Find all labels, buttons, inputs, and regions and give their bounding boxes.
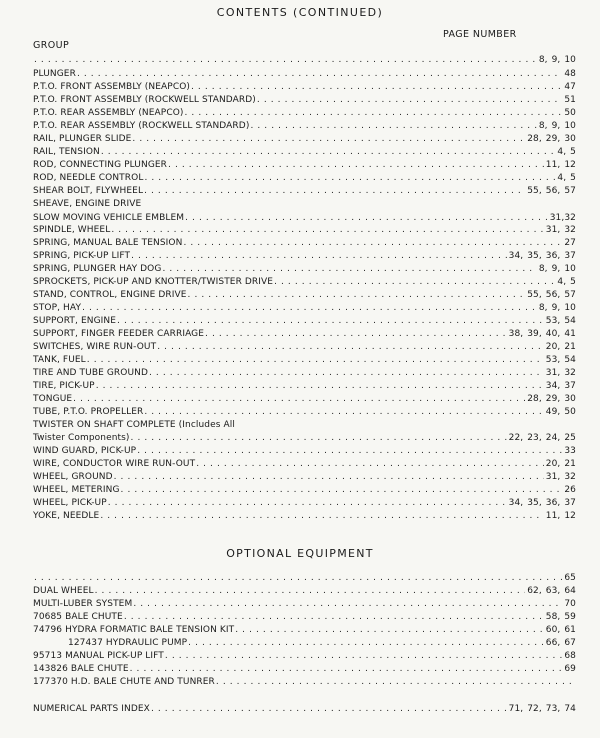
entry-page-numbers: 26 [564, 485, 576, 495]
list-item [33, 54, 576, 66]
entry-label: STAND, CONTROL, ENGINE DRIVE [33, 290, 187, 300]
dot-leader [132, 133, 525, 145]
dot-leader [101, 146, 556, 158]
dot-leader [124, 611, 544, 623]
entry-page-numbers: 28, 29, 30 [527, 134, 576, 144]
entry-page-numbers: 50 [564, 108, 576, 118]
entry-label: 74796 HYDRA FORMATIC BALE TENSION KIT [33, 625, 235, 635]
entry-label: RAIL, PLUNGER SLIDE [33, 134, 132, 144]
entry-label: RAIL, TENSION [33, 147, 100, 157]
entry-page-numbers: 27 [564, 238, 576, 248]
list-item [33, 380, 576, 392]
list-item [33, 585, 576, 597]
dot-leader [185, 107, 563, 119]
list-item [33, 212, 576, 224]
list-item [33, 81, 576, 93]
dot-leader [34, 54, 537, 66]
list-item [33, 624, 576, 636]
entry-label: TWISTER ON SHAFT COMPLETE (Includes All [33, 420, 235, 430]
dot-leader [191, 81, 562, 93]
entry-label: YOKE, NEEDLE [33, 511, 100, 521]
dot-leader [73, 393, 525, 405]
entry-page-numbers: 11, 12 [545, 511, 576, 521]
entry-label: TIRE AND TUBE GROUND [33, 368, 149, 378]
entry-label: TIRE, PICK-UP [33, 381, 95, 391]
list-item [33, 611, 576, 623]
list-item [33, 471, 576, 483]
entry-label: SPROCKETS, PICK-UP AND KNOTTER/TWISTER DRIVE [33, 277, 274, 287]
entry-page-numbers: 31, 32 [545, 225, 576, 235]
dot-leader [157, 341, 544, 353]
entry-label: MULTI-LUBER SYSTEM [33, 599, 133, 609]
dot-leader [274, 276, 555, 288]
entry-label: WHEEL, PICK-UP [33, 498, 107, 508]
list-item [33, 419, 576, 431]
entry-label: SPINDLE, WHEEL [33, 225, 111, 235]
entry-page-numbers: 4, 5 [557, 147, 576, 157]
dot-leader [185, 212, 548, 224]
dot-leader [117, 315, 544, 327]
dot-leader [144, 406, 543, 418]
entry-label: SHEAVE, ENGINE DRIVE [33, 199, 142, 209]
entry-page-numbers: 4, 5 [557, 173, 576, 183]
dot-leader [144, 185, 525, 197]
entry-page-numbers: 20, 21 [545, 342, 576, 352]
list-item [33, 263, 576, 275]
dot-leader [188, 289, 526, 301]
entry-page-numbers: 55, 56, 57 [527, 186, 576, 196]
dot-leader [131, 432, 507, 444]
entry-page-numbers: 49, 50 [545, 407, 576, 417]
entry-label: WIND GUARD, PICK-UP [33, 446, 137, 456]
entry-page-numbers: 70 [564, 599, 576, 609]
entry-page-numbers: 8, 9, 10 [538, 303, 576, 313]
entry-page-numbers: 47 [564, 82, 576, 92]
entry-label: ROD, CONNECTING PLUNGER [33, 160, 168, 170]
entry-page-numbers: 8, 9, 10 [538, 55, 576, 65]
group-column-header: GROUP [33, 40, 70, 51]
entry-page-numbers: 31,32 [549, 213, 576, 223]
entry-page-numbers: 31, 32 [545, 472, 576, 482]
entry-page-numbers: 38, 39, 40, 41 [508, 329, 576, 339]
dot-leader [235, 624, 544, 636]
entry-label: 95713 MANUAL PICK-UP LIFT [33, 651, 164, 661]
entry-page-numbers: 51 [564, 95, 576, 105]
dot-leader [205, 328, 507, 340]
list-item [33, 315, 576, 327]
page-title: CONTENTS (CONTINUED) [216, 6, 384, 19]
entry-label: SLOW MOVING VEHICLE EMBLEM [33, 213, 185, 223]
entry-page-numbers: 31, 32 [545, 368, 576, 378]
entry-label: 127437 HYDRAULIC PUMP [68, 638, 188, 648]
list-item [33, 445, 576, 457]
list-item [33, 663, 576, 675]
dot-leader [216, 676, 574, 688]
list-item [33, 302, 576, 314]
dot-leader [121, 484, 563, 496]
dot-leader [196, 458, 544, 470]
entry-label: 177370 H.D. BALE CHUTE AND TUNRER [33, 677, 215, 687]
entry-label: SWITCHES, WIRE RUN-OUT [33, 342, 157, 352]
entry-page-numbers: 22, 23, 24, 25 [508, 433, 576, 443]
dot-leader [34, 572, 562, 584]
entry-page-numbers: 66, 67 [545, 638, 576, 648]
dot-leader [108, 497, 507, 509]
dot-leader [100, 510, 543, 522]
dot-leader [257, 94, 562, 106]
list-item [33, 133, 576, 145]
list-item [33, 703, 576, 715]
list-item [33, 107, 576, 119]
list-item [33, 224, 576, 236]
dot-leader [130, 663, 563, 675]
entry-label: P.T.O. REAR ASSEMBLY (NEAPCO) [33, 108, 184, 118]
list-item [33, 432, 576, 444]
dot-leader [168, 159, 544, 171]
entry-page-numbers: 65 [564, 573, 576, 583]
list-item [33, 393, 576, 405]
entry-label: SUPPORT, FINGER FEEDER CARRIAGE [33, 329, 205, 339]
entry-page-numbers: 60, 61 [545, 625, 576, 635]
entry-label: Twister Components) [33, 433, 130, 443]
entry-page-numbers: 8, 9, 10 [538, 121, 576, 131]
list-item [33, 68, 576, 80]
entry-label: TUBE, P.T.O. PROPELLER [33, 407, 144, 417]
list-item [33, 341, 576, 353]
entry-page-numbers: 33 [564, 446, 576, 456]
dot-leader [144, 172, 555, 184]
list-item [33, 276, 576, 288]
list-item [33, 94, 576, 106]
list-item [33, 598, 576, 610]
entry-page-numbers: 55, 56, 57 [527, 290, 576, 300]
entry-label: 143826 BALE CHUTE [33, 664, 129, 674]
list-item [33, 250, 576, 262]
list-item [33, 497, 576, 509]
entry-page-numbers: 34, 35, 36, 37 [508, 498, 576, 508]
page-number-column-header: PAGE NUMBER [443, 29, 517, 40]
entry-label: WHEEL, GROUND [33, 472, 113, 482]
entry-label: WIRE, CONDUCTOR WIRE RUN-OUT [33, 459, 196, 469]
dot-leader [87, 354, 544, 366]
list-item [33, 198, 576, 210]
dot-leader [77, 68, 562, 80]
dot-leader [95, 585, 526, 597]
entry-page-numbers: 11, 12 [545, 160, 576, 170]
list-item [33, 637, 576, 649]
list-item [33, 328, 576, 340]
list-item [33, 676, 576, 688]
list-item [33, 185, 576, 197]
list-item [33, 159, 576, 171]
entry-label: SUPPORT, ENGINE [33, 316, 117, 326]
dot-leader [151, 703, 507, 715]
list-item [33, 146, 576, 158]
dot-leader [137, 445, 562, 457]
dot-leader [149, 367, 544, 379]
entry-label: STOP, HAY [33, 303, 82, 313]
list-item [33, 572, 576, 584]
entry-page-numbers: 20, 21 [545, 459, 576, 469]
list-item [33, 354, 576, 366]
entry-label: ROD, NEEDLE CONTROL [33, 173, 144, 183]
entry-page-numbers: 62, 63, 64 [527, 586, 576, 596]
list-item [33, 406, 576, 418]
entry-page-numbers: 4, 5 [557, 277, 576, 287]
dot-leader [162, 263, 536, 275]
entry-page-numbers: 69 [564, 664, 576, 674]
entry-label: P.T.O. FRONT ASSEMBLY (NEAPCO) [33, 82, 191, 92]
list-item [33, 367, 576, 379]
dot-leader [188, 637, 544, 649]
entry-label: NUMERICAL PARTS INDEX [33, 704, 150, 714]
list-item [33, 484, 576, 496]
dot-leader [183, 237, 562, 249]
entry-label: P.T.O. REAR ASSEMBLY (ROCKWELL STANDARD) [33, 121, 250, 131]
entry-label: SPRING, MANUAL BALE TENSION [33, 238, 183, 248]
entry-page-numbers: 34, 35, 36, 37 [508, 251, 576, 261]
dot-leader [96, 380, 544, 392]
list-item [33, 120, 576, 132]
entry-label: PLUNGER [33, 69, 76, 79]
entry-label: SPRING, PLUNGER HAY DOG [33, 264, 162, 274]
list-item [33, 458, 576, 470]
entry-page-numbers: 58, 59 [545, 612, 576, 622]
dot-leader [250, 120, 536, 132]
entry-page-numbers: 68 [564, 651, 576, 661]
dot-leader [131, 250, 507, 262]
entry-label: DUAL WHEEL [33, 586, 94, 596]
optional-equipment-heading: OPTIONAL EQUIPMENT [226, 547, 374, 560]
entry-label: WHEEL, METERING [33, 485, 120, 495]
entry-label: P.T.O. FRONT ASSEMBLY (ROCKWELL STANDARD) [33, 95, 256, 105]
entry-page-numbers: 53, 54 [545, 355, 576, 365]
dot-leader [165, 650, 562, 662]
entry-label: SPRING, PICK-UP LIFT [33, 251, 131, 261]
entry-label: TONGUE [33, 394, 73, 404]
entry-page-numbers: 34, 37 [545, 381, 576, 391]
list-item [33, 237, 576, 249]
entry-label: TANK, FUEL [33, 355, 86, 365]
entry-page-numbers: 8, 9, 10 [538, 264, 576, 274]
list-item [33, 172, 576, 184]
list-item [33, 650, 576, 662]
entry-page-numbers: 48 [564, 69, 576, 79]
entry-label: 70685 BALE CHUTE [33, 612, 123, 622]
list-item [33, 289, 576, 301]
list-item [33, 510, 576, 522]
dot-leader [111, 224, 543, 236]
dot-leader [114, 471, 544, 483]
dot-leader [82, 302, 537, 314]
entry-page-numbers: 71, 72, 73, 74 [508, 704, 576, 714]
entry-page-numbers: 53, 54 [545, 316, 576, 326]
dot-leader [133, 598, 562, 610]
entry-label: SHEAR BOLT, FLYWHEEL [33, 186, 144, 196]
entry-page-numbers: 28, 29, 30 [527, 394, 576, 404]
